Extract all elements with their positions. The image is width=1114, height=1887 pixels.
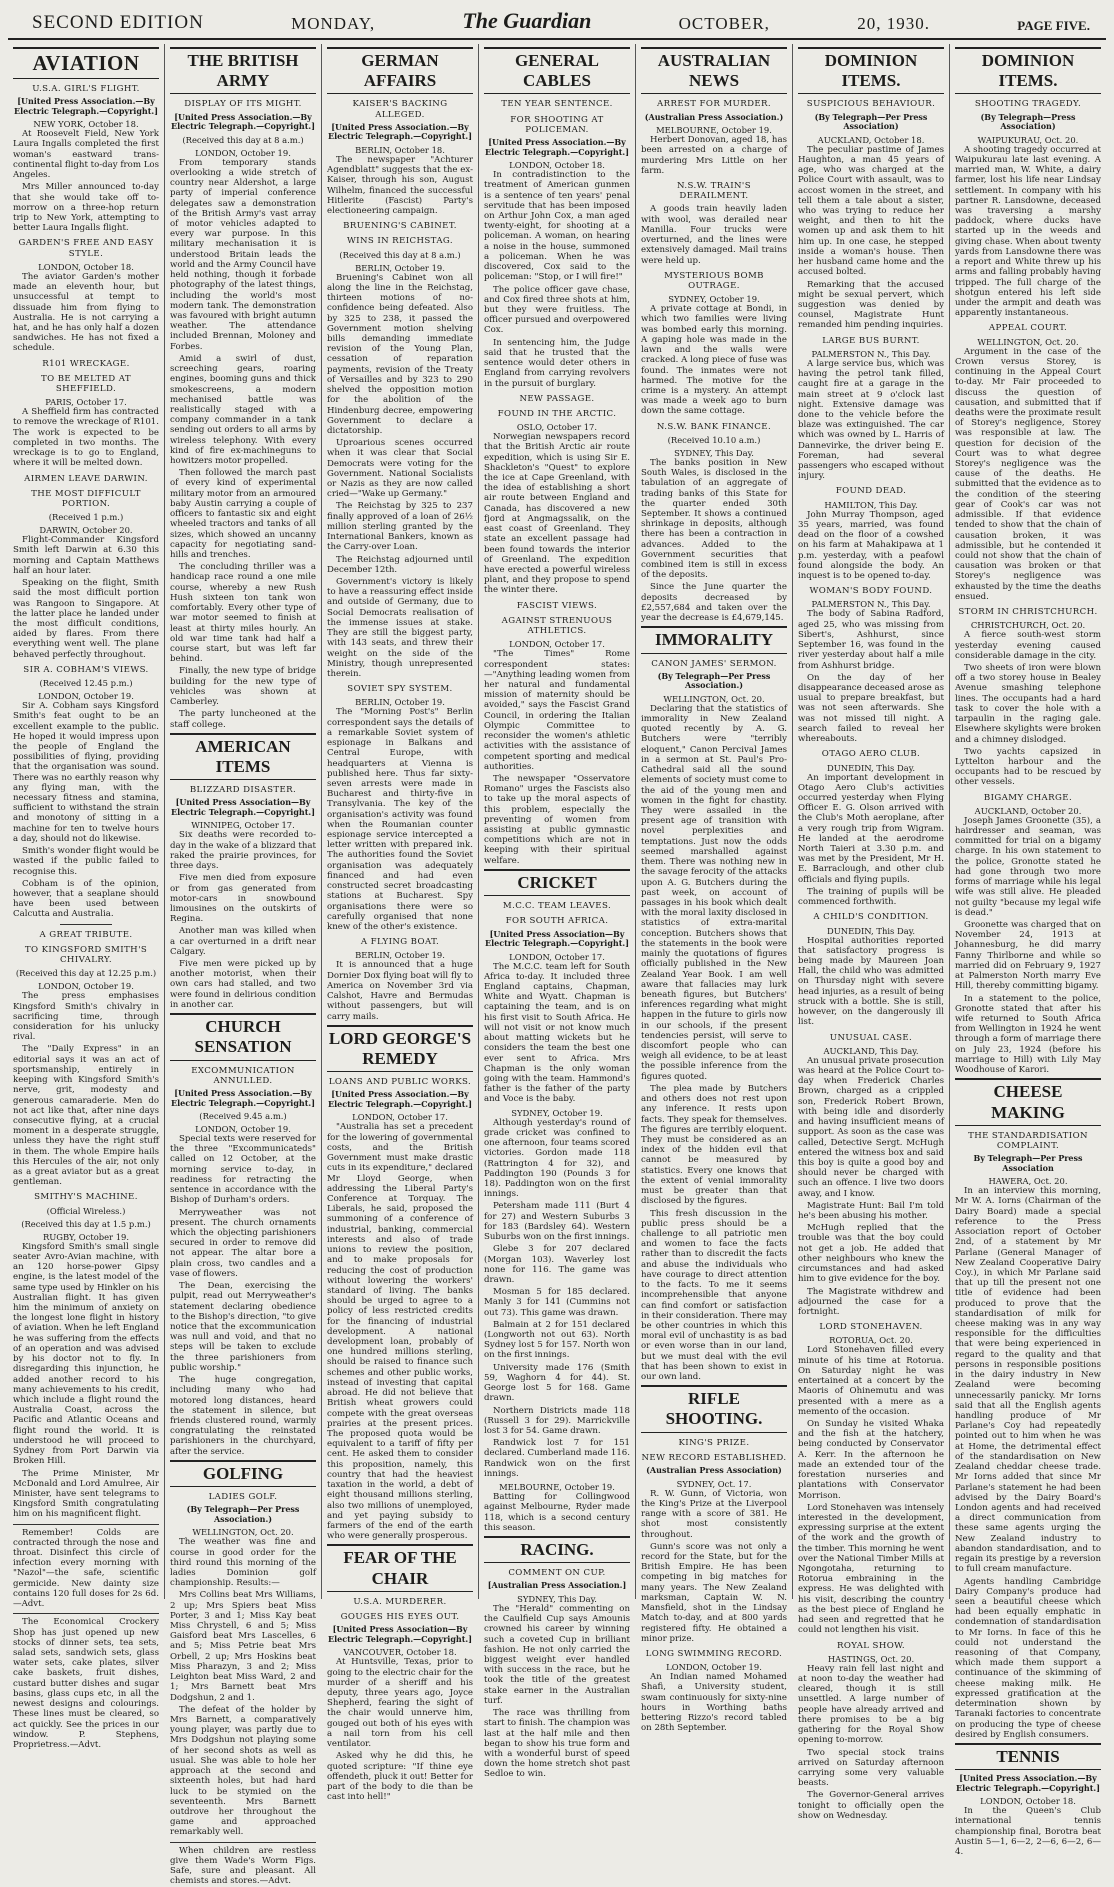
article-paragraph: Heavy rain fell last night and at noon to-day the weather had cleared, though it is still unsettled. A large number of people have already arrived and there promises to be a big gathering for the Royal Show opening to-morrow.: [798, 1663, 944, 1746]
dateline: DARWIN, October 20.: [39, 525, 133, 536]
article-paragraph: Although yesterday's round of grade cricket was confined to one afternoon, four teams scored victories. Gordon made 118 (Rattrington 4 for 32), and Paddington 190 (Pounds 3 for 18). Paddington won on the first innings.: [484, 1117, 630, 1200]
article-subhead: FOR SHOOTING AT POLICEMAN.: [510, 114, 604, 135]
advert-text: Remember! Colds are contracted through the nose and throat. Disinfect this circle of infection every morning with "Nazol"—the safe, scientific germicide. New dainty size contains 120 full doses for 2s 6d.—Advt.: [13, 1527, 159, 1610]
advert-text: The Economical Crockery Shop has just opened up new stocks of dinner sets, tea sets, salad sets, sandwich sets, glass water sets, cake plates, silver cake baskets, fruit dishes, custard butter dishes and sugar basins, glass cups etc, in all the newest designs and colourings. These lines must be cleared, so act quickly. See the prices in our window. P. Stephens, Proprietress.—Advt.: [13, 1617, 159, 1750]
article-paragraph: Argument in the case of the Crown versus Storey, is continuing in the Appeal Court to-day. Mr Fair proceeded to discuss the question of causation, and submitted that if deaths were the proximate result of Storey's negligence, Storey was responsible at law. The question for decision of the Court was to what degree Storey's negligence was the cause of the deaths. He submitted that the evidence as to the condition of the steering gear of Cook's car was not admissible. If that evidence tended to show that the chain of causation broken, it was admissible, but he contended it could not show that the chain of causation was broken or that Storey's negligence was exhausted by the time the deaths ensued.: [955, 346, 1102, 602]
dateline: SYDNEY, Oct. 17.: [676, 1478, 752, 1489]
article-paragraph: The Governor-General arrives tonight to officially open the show on Wednesday.: [798, 1790, 944, 1821]
dateline: CHRISTCHURCH, Oct. 20.: [970, 620, 1086, 631]
article-paragraph: In contradistinction to the treatment of American gunmen is a sentence of ten years' penal servitude that has been imposed on Arthur John Cox, a man aged twenty-eight, for shooting at a policeman. A woman, on hearing a noise in the house, summoned a policeman. When he was discovered, Cox said to the policeman: "Stop, or I will fire!": [484, 170, 630, 283]
article-paragraph: Northern Districts made 118 (Russell 3 for 29). Marrickville lost 3 for 54. Game drawn.: [484, 1405, 630, 1436]
section-headline: THE BRITISH ARMY: [170, 47, 316, 94]
dateline: LONDON, October 18.: [38, 261, 134, 272]
column-aviation: [8, 44, 165, 1750]
article-subhead: WINS IN REICHSTAG.: [346, 236, 454, 247]
article-subhead: A FLYING BOAT.: [360, 937, 440, 948]
article-paragraph: Gunn's score was not only a record for the State, but for the British Empire. He has been competing in big matches for many years. The New Zealand marksman, Captain W. N. Mansfield, shot in the Lindsay Match to-day, and at 800 yards registered fifty. He obtained a minor prize.: [641, 1541, 787, 1644]
wire-credit: (By Telegraph—Per Press Association.): [186, 1504, 300, 1524]
received-line: (Official Wireless.): [46, 1205, 126, 1216]
dateline: LONDON, October 19.: [38, 981, 134, 992]
article-subhead: ROYAL SHOW.: [836, 1640, 906, 1651]
received-line: (Received 12.45 p.m.): [39, 678, 133, 689]
article-paragraph: The "Herald" commenting on the Caulfield Cup says Amounis crowned his career by winning such a coveted Cup in brilliant fashion. He not only carried the biggest weight ever handled with success in the race, but he took the title of the greatest stake earner in the Australian turf.: [484, 1603, 630, 1706]
article-paragraph: An important development in Otago Aero Club's activities occurred yesterday when Flying Officer E. G. Olson arrived with the Club's Moth aeroplane, after a very rough trip from Wigram. He landed at the aerodrome North Taieri at 3.30 p.m. and was met by the President, Mr H. E. Barraclough, and other club officials and flying pupils.: [798, 772, 944, 885]
article-subhead: SOVIET SPY SYSTEM.: [347, 684, 453, 695]
dateline: LONDON, October 17.: [509, 639, 605, 650]
article-paragraph: The concluding thriller was a handicap race round a one mile course, whereby a new Rush Hush sixteen ton tank won comfortably. Every other type of war motor seemed to finish at least at thirty miles hourly. An old war time tank had half a course start, but was left far behind.: [170, 562, 316, 665]
article-paragraph: The Dean, exercising the pulpit, read out Merryweather's statement declaring obedience to the Bishop's direction, "to give notice that the excommunication was null and void, and that no steps will be taken to exclude the three parishioners from public worship.": [170, 1281, 316, 1373]
article-paragraph: Since the June quarter the deposits decreased by £2,557,684 and taken over the year the decrease is £4,679,145.: [641, 582, 787, 624]
advertisement: [13, 1524, 159, 1610]
article-paragraph: A Sheffield firm has contracted to remove the wreckage of R101. The work is expected to be completed in two months. The wreckage is to go to England, where it will be melted down.: [13, 407, 159, 469]
wire-credit: [United Press Association.—By Electric Telegraph.—Copyright.]: [170, 1088, 316, 1108]
article-paragraph: The peculiar pastime of James Haughton, a man 45 years of age, who was charged at the Police Court with assault, was to accost women in the street, and tell them a tale about a sister, who was trying to reduce her weight, and then to hit the women up and ask them to hit him up. In one case, he stepped inside a woman's house. Then her husband came home and the accused bolted.: [798, 144, 944, 278]
article-subhead: KAISER'S BACKING ALLEGED.: [352, 99, 448, 120]
article-paragraph: On the day of her disappearance deceased arose as usual to prepare breakfast, but was not seen afterwards. She was not missed till night. A search failed to reveal her whereabouts.: [798, 672, 944, 745]
masthead: [8, 0, 1106, 40]
article-subhead: BIGAMY CHARGE.: [983, 792, 1073, 803]
wire-credit: (Australian Press Association): [646, 1465, 782, 1476]
dateline: HASTINGS, Oct. 20.: [827, 1653, 915, 1664]
dateline: LONDON, October 17.: [509, 951, 605, 962]
article-paragraph: Batting for Collingwood against Melbourne, Ryder made 118, which is a second century this season.: [484, 1492, 630, 1533]
article-paragraph: The press emphasises Kingsford Smith's chivalry in sacrificing time, through consideration for his unlucky rival.: [13, 991, 159, 1043]
wire-credit: [United Press Association—By Electric Telegraph.—Copyright.]: [484, 928, 630, 949]
article-subhead: A CHILD'S CONDITION.: [813, 912, 929, 923]
columns: [8, 40, 1106, 1887]
dateline: DUNEDIN, This Day.: [827, 925, 915, 936]
wire-credit: [United Press Association—By Electric Telegraph.—Copyright.]: [170, 797, 316, 817]
section-headline: GOLFING: [170, 1460, 316, 1487]
newspaper-title: The Guardian: [462, 8, 592, 33]
article-subhead: N.S.W. BANK FINANCE.: [656, 421, 772, 432]
article-subhead: ARREST FOR MURDER.: [656, 99, 772, 110]
wire-credit: (By Telegraph—Per Press Association.): [657, 670, 771, 691]
article-paragraph: Declaring that the statistics of immorality in New Zealand quoted recently by A. G. Butchers were "terribly eloquent," Canon Percival James in a sermon at St. Paul's Pro-Cathedral said all the sound elements of society must come to the aid of the young men and women in the fight for chastity. They were assailed in the present age of transition with novel perplexities and temptations. Just now the odds seemed marshalled against them. There was nothing new in the savage ferocity of the attacks upon A. G. Butchers during the past week, on account of passages in his book which dealt with the moral laxity disclosed in statistics of extra-marital conception. Butchers shows that the statements in the book were mainly the quotations of figures officially published in the New Zealand Year Book. I am well aware that fallacies may lurk beneath figures, but Butchers' inferences regarding what might happen in the future to girls now in our schools, if the present tendencies persist, will serve to discomfort people who can weigh all evidence, to be at least the possible inference from the figures quoted.: [641, 703, 787, 1082]
article-paragraph: Mrs Collins beat Mrs Williams, 2 up; Mrs Spiers beat Miss Porter, 3 and 1; Miss Kay beat Miss Chrystell, 6 and 5; Miss Gaisford beat Mrs Lascelles, 6 and 5; Miss Petrie beat Mrs Orbell, 2 up; Mrs Hoskins beat Miss Pharazyn, 3 and 2; Miss Leighton beat Miss Ward, 2 and 1; Mrs Barnett beat Mrs Dodgshun, 2 and 1.: [170, 1590, 316, 1703]
article-subhead: FASCIST VIEWS.: [516, 600, 598, 611]
article-subhead: N.S.W. TRAIN'S DERAILMENT.: [677, 181, 751, 202]
dateline: LONDON, October 17.: [352, 1112, 448, 1123]
article-paragraph: A private cottage at Bondi, in which two families were living was bombed early this morning. A gaping hole was made in the lawn and the walls were cracked. A long piece of fuse was found. The inmates were not harmed. The motive for the crime is a mystery. An attempt was made a week ago to burn down the same cottage.: [641, 304, 787, 417]
article-paragraph: Six deaths were recorded to-day in the wake of a blizzard that raked the prairie provinces, for three days.: [170, 830, 316, 872]
dateline: OSLO, October 17.: [516, 422, 598, 433]
article-paragraph: Randwick lost 7 for 151 declared. Cumberland made 116. Randwick won on the first innings.: [484, 1438, 630, 1479]
article-subhead: TO BE MELTED AT SHEFFIELD.: [40, 373, 131, 395]
dateline: WINNIPEG, October 17.: [191, 820, 295, 831]
column-german-affairs: [322, 44, 479, 1803]
dateline: BERLIN, October 19.: [355, 697, 445, 708]
article-subhead: LORD STONEHAVEN.: [819, 1322, 923, 1333]
article-paragraph: In an interview this morning, Mr W. A. Iorns (Chairman of the Dairy Board) made a special reference to the Press Association report of October 2nd, of a statement by Mr Parlane (General Manager of New Zealand Cooperative Dairy Coy.), in which Mr Parlane said that up till the present not one title of evidence had been produced to prove that the standardisation of milk for cheese making was in any way responsible for the difficulties that were being experienced in regard to the quality and that persons in responsible positions in the dairy industry in New Zealand were becoming unnecessarily panicky. Mr Iorns said that all the English agents handling produce of Mr Parlane's Coy had repeatedly pointed out to him when he was at Home, the detrimental effect of the standardisation on New Zealand cheddar cheese trade. Mr Iorns added that since Mr Parlane's statement he had been advised by the Dairy Board's London agents and had received a direct communication from these same agents urging the New Zealand industry to abandon standardisation, and to regain its prestige by a reversion to full cream manufacture.: [955, 1186, 1101, 1575]
article-paragraph: Lord Stonehaven filled every minute of his time at Rotorua. On Saturday night he was entertained at a concert by the Maoris of Ohinemutu and was presented with a mere as a memento of the occasion.: [798, 1345, 944, 1417]
section-headline: RACING.: [484, 1536, 630, 1563]
dateline: WELLINGTON, Oct. 20.: [663, 693, 765, 704]
dateline: NEW YORK, October 18.: [33, 119, 139, 130]
section-headline: IMMORALITY: [641, 626, 787, 653]
page-number: PAGE FIVE.: [1017, 18, 1090, 33]
article-paragraph: In sentencing him, the Judge said that he trusted that the sentence would deter others in England from carrying revolvers in the pursuit of burglary.: [484, 337, 630, 389]
dateline: LONDON, October 18.: [980, 1796, 1076, 1807]
article-subhead: AGAINST STRENUOUS ATHLETICS.: [501, 615, 613, 637]
wire-credit: [United Press Association—By Electric Telegraph.—Copyright.]: [327, 1624, 473, 1644]
article-subhead: FOUND DEAD.: [835, 486, 907, 497]
article-paragraph: Cobham is of the opinion, however, that a seaplane should have been used between Calcutta and Australia.: [13, 878, 159, 920]
article-subhead: OTAGO AERO CLUB.: [821, 749, 921, 760]
article-paragraph: The Reichstag by 325 to 237 finally approved of a loan of 26½ million sterling granted by the International Bankers, known as the Carry-over Loan.: [327, 501, 473, 553]
article-paragraph: At Huntsville, Texas, prior to going to the electric chair for the murder of a sheriff and his deputy, three years ago, Joyce Shepherd, fearing the sight of the chair would unnerve him, gouged out both of his eyes with a nail torn from his cell ventilator.: [327, 1657, 473, 1750]
column-general-cables: [479, 44, 636, 1780]
edition-label: SECOND EDITION: [32, 12, 204, 33]
received-line: (Received 1 p.m.): [48, 512, 124, 523]
dateline: AUCKLAND, This Day.: [823, 1045, 919, 1056]
dateline: AUCKLAND, October 18.: [817, 134, 925, 145]
article-subhead: NEW PASSAGE.: [519, 393, 595, 404]
article-subhead: A GREAT TRIBUTE.: [39, 929, 133, 940]
dateline: SYDNEY, October 19.: [511, 1107, 603, 1118]
article-paragraph: University made 176 (Smith 59, Waghorn 4 for 44). St. George lost 5 for 168. Game drawn.: [484, 1362, 630, 1404]
month-label: OCTOBER,: [678, 14, 770, 33]
dateline: LONDON, October 18.: [509, 160, 605, 171]
article-paragraph: Groonette was charged that on November 24, 1913 at Johannesburg, he did marry Fanny Thirlborne and while so married did on February 9, 1927 at Palmerston North marry Eve Hill, thereby committing bigamy.: [955, 920, 1101, 992]
article-paragraph: "The Times" Rome correspondent states:—"Anything leading women from her natural and fundamental mission of maternity should be avoided," says the Fascist Grand Council, in ordering the Italian Olympic Committee to reconsider the women's athletic activities with the assistance of competent sporting and medical authorities.: [484, 649, 630, 772]
section-headline: CHURCH SENSATION: [170, 1013, 316, 1060]
article-paragraph: Two yachts capsized in Lyttelton harbour and the occupants had to be rescued by other vessels.: [955, 746, 1101, 788]
section-headline: DOMINION ITEMS.: [798, 47, 944, 94]
article-paragraph: Magistrate Hunt: Bail I'm told he's been abusing his mother.: [798, 1200, 944, 1222]
article-paragraph: Another man was killed when a car overturned in a drift near Calgary.: [170, 926, 316, 957]
article-paragraph: It is announced that a huge Dornier Dox flying boat will fly to America on November 3rd via Calshot, Havre and Bermudas without passengers, but will carry mails.: [327, 960, 473, 1022]
section-headline: LORD GEORGE'S REMEDY: [327, 1025, 473, 1072]
article-paragraph: A shooting tragedy occurred at Waipukurau late last evening. A married man, W. White, a dairy farmer, lost his life near Lindsay settlement. In company with his partner R. Lansdowne, deceased was traversing a marshy paddock, where ducks have started up in the weeds and giving chase. When about twenty yards from Lansdowne there was a report and White threw up his arms and falling probably having tripped. The full charge of the shotgun entered his left side under the armpit and death was apparently instantaneous.: [955, 144, 1101, 319]
article-subhead: GOUGES HIS EYES OUT.: [340, 1612, 460, 1623]
article-paragraph: Mrs Miller announced to-day that she would take off to-morrow on a three-hop return trip to New York, attempting to better Laura Ingalls flight.: [13, 182, 159, 234]
dateline: BERLIN, October 19.: [355, 262, 445, 273]
article-paragraph: Flight-Commander Kingsford Smith left Darwin at 6.30 this morning and Captain Matthews half an hour later.: [13, 535, 159, 576]
article-paragraph: Kingsford Smith's small single seater Avro-Avian machine, with an 120 horse-power Gipsy engine, is the latest model of the same type used by Hinkler on his Australian flight. It has given him the minimum of anxiety on the longest lone flight in history of aviation. When he left England he was suffering from the effects of an operation and was advised by his doctor not to fly. In disregarding this injunction, he added another record to his many achievements to his credit, which include a flight round the Australia Coast, across the Pacific and Atlantic Oceans and flight round the world. It is understood he will proceed to Sydney from Port Darwin via Broken Hill.: [13, 1241, 159, 1467]
article-paragraph: An Indian named Mohamed Shafi, a University student, swam continuously for sixty-nine hours in Worthing baths bettering Rizzo's record tabled on 28th September.: [641, 1672, 787, 1734]
dateline: DUNEDIN, This Day.: [827, 762, 915, 773]
advertisement: [13, 1613, 159, 1750]
wire-credit: [Australian Press Association.]: [487, 1580, 627, 1591]
article-subhead: EXCOMMUNICATION ANNULLED.: [191, 1065, 295, 1086]
dateline: BERLIN, October 18.: [355, 144, 445, 155]
article-paragraph: Petersham made 111 (Burt 4 for 27) and Western Suburbs 3 for 183 (Bardsley 64). Western Suburbs won on the first innings.: [484, 1201, 630, 1243]
article-paragraph: The race was thrilling from start to finish. The champion was last at the half mile and then began to show his true form and with a wonderful burst of speed down the home stretch shot past Sedloe to win.: [484, 1708, 630, 1780]
dateline: LONDON, October 19.: [195, 1124, 291, 1135]
article-subhead: SHOOTING TRAGEDY.: [974, 99, 1082, 110]
dateline: LONDON, October 19.: [666, 1662, 762, 1673]
dateline: LONDON, October 19.: [195, 147, 291, 158]
dateline: AUCKLAND, October 20.: [974, 805, 1082, 816]
article-paragraph: McHugh replied that the trouble was that the boy could not get a job. He added that other neighbours who knew the circumstances and had asked him to give evidence for the boy.: [798, 1223, 944, 1285]
wire-credit: [United Press Association.—By Electric Telegraph.—Copyright.]: [327, 121, 473, 142]
article-paragraph: Then followed the march past of every kind of experimental military motor from an armoured baby Austin carrying a couple of officers to fantastic six and eight wheeled tractors and tanks of all sizes, which showed an uncanny capacity for negotiating sand-hills and trenches.: [170, 468, 316, 560]
article-paragraph: Norwegian newspapers record that the British Arctic air route expedition, which is using Sir E. Shackleton's "Quest" to explore the ice at Cape Greenland, with the idea of establishing a short air route between England and Canada, has discovered a new fjord at Angmagssalik, on the east coast of Greenland. They state an excellent passage had been found towards the interior of Greenland. The expedition have erected a powerful wireless plant, and they propose to spend the winter there.: [484, 432, 630, 596]
wire-credit: By Telegraph—Per Press Association: [973, 1153, 1083, 1173]
dateline: SYDNEY, This Day.: [674, 447, 754, 458]
article-paragraph: R. W. Gunn, of Victoria, won the King's Prize at the Liverpool range with a score of 381. He shot most consistently throughout.: [641, 1488, 787, 1540]
dateline: RUGBY, October 19.: [42, 1231, 130, 1242]
article-paragraph: In a statement to the police, Gronotte stated that after his wife returned to South Africa from Wellington in 1924 he went through a form of marriage there on July 23, 1924 (before his marriage to Hill) with Lily May Woodhouse of Karori.: [955, 993, 1101, 1076]
article-subhead: BRUENING'S CABINET.: [343, 221, 457, 232]
article-paragraph: John Murray Thompson, aged 35 years, married, was found dead on the floor of a cowshed on his farm at Mahakipawa at 1 p.m. yesterday, with a peafowl found alongside the body. An inquest is to be opened to-day.: [798, 509, 944, 581]
article-paragraph: Finally, the new type of bridge building for the new type of vehicles was shown at Camberley.: [170, 666, 316, 708]
dateline: BERLIN, October 19.: [355, 950, 445, 961]
article-paragraph: Special texts were reserved for the three "Excommunicateds" called on 12 October, at the morning service to-day, in readiness for retracting the sentence in accordance with the Bishop of Durham's orders.: [170, 1134, 316, 1206]
article-paragraph: At Roosevelt Field, New York Laura Ingalls completed the first woman's eastward trans-continental flight to-day from Los Angeles.: [13, 129, 160, 181]
article-paragraph: The "Morning Post's" Berlin correspondent says the details of a remarkable Soviet system of espionage in Balkans and Central Europe, with headquarters at Vienna is published here. Thus far sixty-seven arrests were made in Bucharest and thirty-five in Transylvania. The key of the organisation's activity was found when the Roumanian counter espionage service intercepted a letter written with prepared ink. The authorities found the Soviet organisation was adequately financed and had even constructed secret broadcasting stations at Bucharest. Spy organisations there were so carefully organised that none knew of the other's existence.: [327, 707, 473, 932]
article-paragraph: The newspaper "Osservatore Romano" urges the Fascists also to take up the moral aspects of this problem, especially the preventing of women from assisting at public gymnastic competitions which are not in keeping with their spiritual welfare.: [484, 773, 630, 866]
wire-credit: [United Press Association.—By Electric Telegraph.—Copyright.]: [327, 1089, 473, 1109]
article-subhead: R101 WRECKAGE.: [42, 358, 130, 369]
article-subhead: FOUND IN THE ARCTIC.: [497, 408, 617, 419]
wire-credit: (By Telegraph—Per Press Association): [814, 111, 928, 132]
divider: [60, 924, 113, 925]
wire-credit: [United Press Association.—By Electric Telegraph.—Copyright.]: [13, 96, 159, 116]
advertisement: [170, 1842, 316, 1887]
column-dominion-items-2: [950, 44, 1106, 1858]
article-subhead: AIRMEN LEAVE DARWIN.: [24, 473, 148, 484]
date-label: 20, 1930.: [857, 14, 930, 33]
section-headline: CRICKET: [484, 869, 630, 896]
received-line: (Received this day at 12.25 p.m.): [15, 968, 157, 979]
article-subhead: LADIES GOLF.: [208, 1492, 278, 1503]
dateline: ROTORUA, Oct. 20.: [829, 1335, 913, 1346]
article-subhead: FOR SOUTH AFRICA.: [505, 916, 609, 927]
dateline: PALMERSTON N., This Day.: [811, 599, 931, 610]
received-line: (Received this day at 1.5 p.m.): [21, 1218, 151, 1229]
article-paragraph: The plea made by Butchers and others does not rest upon any inference. It rests upon facts. They speak for themselves. The figures are terribly eloquent. They must be considered as an index of the hidden evil that cannot be measured by statistics. Every one knows that the extent of venial immorality must be greater than that disclosed by the figures.: [641, 1083, 787, 1207]
article-subhead: NEW RECORD ESTABLISHED.: [641, 1452, 787, 1463]
wire-credit: (By Telegraph—Press Association): [980, 111, 1076, 132]
article-subhead: BLIZZARD DISASTER.: [189, 785, 297, 796]
article-subhead: UNUSUAL CASE.: [829, 1032, 913, 1043]
article-paragraph: A goods train heavily laden with wool, was derailed near Manilla. Four trucks were overturned, and the lines were extensively damaged. Mail trains were held up.: [641, 204, 787, 266]
section-headline: DOMINION ITEMS.: [955, 47, 1101, 94]
article-paragraph: Merryweather was not present. The church ornaments which the objecting parishioners secured in order to remove did not appear. The altar bore a plain cross, two candles and a vase of flowers.: [170, 1207, 316, 1279]
article-paragraph: Five men died from exposure or from gas generated from motor-cars in snowbound limousines on the outskirts of Regina.: [170, 873, 316, 925]
dateline: WELLINGTON, Oct. 20.: [192, 1527, 294, 1538]
article-paragraph: The body of Sabina Radford, aged 25, who was missing from Sibert's, Ashhurst, since September 16, was found in the river yesterday about half a mile from Ashhurst bridge.: [798, 609, 944, 671]
article-paragraph: A large service bus, which was having the petrol tank filled, caught fire at a garage in the main street at 9 o'clock last night. Extensive damage was done to the vehicle before the blaze was extinguished. The car which was owned by L. Harris of Dannevirke, the driver being E. Foreman, had several passengers who escaped without injury.: [798, 358, 944, 482]
article-subhead: SUSPICIOUS BEHAVIOUR.: [806, 99, 936, 110]
article-paragraph: The Reichstag adjourned until December 12th.: [327, 554, 473, 575]
article-subhead: TO KINGSFORD SMITH'S CHIVALRY.: [24, 944, 148, 966]
article-paragraph: The M.C.C. team left for South Africa to-day. It included three England captains, Chapman, White and Wyatt. Chapman is captaining the team, and is on his first visit to South Africa. He will not visit or not know much about matting wickets but he considers the team the best one ever sent to Africa. Mrs Chapman is the only woman going with the team. Hammond's father is the father of the party and Voce is the baby.: [484, 961, 630, 1105]
day-label: MONDAY,: [291, 14, 376, 33]
article-paragraph: "Australia has set a precedent for the lowering of governmental costs, and the British Government must make drastic cuts in its expenditure," declared Mr Lloyd George, when addressing the Liberal Party's Conference at Torquay. The Liberals, he said, proposed the summoning of a conference of industrial, banking, commercial interests and also of trade unions to review the position, and to make proposals for reducing the cost of production without lowering the workers' standard of living. The banks should be urged to agree to a policy of less restricted credits for the financing of industrial development. A national development loan, probably of one hundred millions sterling, should be raised to finance such schemes and other public works, instead of investing that capital abroad. He did not believe that British wheat growers could compete with the great overseas prairies at the present prices. The proposed quota would be equivalent to a tariff of fifty per cent. He asked them to consider this proposition, namely, this country that had the heaviest taxation in the world, a debt of eight thousand millions sterling, also two millions of unemployed, and yet paying subsidy to farmers of the end of the earth who were generally prosperous.: [327, 1122, 473, 1542]
article-subhead: LOANS AND PUBLIC WORKS.: [328, 1077, 472, 1088]
article-paragraph: This fresh discussion in the public press should be a challenge to all patriotic men and women to face the facts rather than to discredit the facts and abuse the individuals who have courage to direct attention to the facts. To me it seems incomprehensible that anyone can find comfort or satisfaction in their consideration. There may be other countries in which this moral evil of unchastity is as bad or even worse than in our land, but we must deal with the evil that has been shown to exist in our own land.: [641, 1208, 787, 1383]
wire-credit: [United Press Association.—By Electric Telegraph.—Copyright.]: [170, 111, 316, 132]
article-paragraph: Amid a swirl of dust, screeching gears, roaring engines, booming guns and thick smokescreens, a modern mechanised battle was realistically staged with a company commander in a tank sending out orders to all arms by wireless telephony. With every kind of fire ex-machineguns to howitzers motor propelled.: [170, 353, 316, 467]
column-australian-news: [636, 44, 793, 1734]
section-headline: AUSTRALIAN NEWS: [641, 47, 787, 94]
dateline: SYDNEY, October 19.: [668, 294, 760, 305]
article-subhead: THE MOST DIFFICULT PORTION.: [31, 488, 141, 510]
section-headline: GENERAL CABLES: [484, 47, 630, 94]
article-paragraph: The training of pupils will be commenced forthwith.: [798, 886, 944, 908]
dateline: PARIS, October 17.: [45, 397, 127, 408]
wire-credit: [United Press Association.—By Electric Telegraph.—Copyright.]: [484, 137, 630, 157]
article-subhead: WOMAN'S BODY FOUND.: [809, 586, 933, 597]
received-line: (Received 10.10 a.m.): [667, 434, 761, 445]
article-subhead: M.C.C. TEAM LEAVES.: [502, 901, 612, 912]
dateline: WAIPUKURAU, Oct. 20.: [977, 134, 1079, 145]
received-line: (Received 9.45 a.m.): [199, 1111, 287, 1122]
wire-credit: [United Press Association.—By Electric Telegraph.—Copyright.]: [955, 1773, 1101, 1793]
article-subhead: SIR A. COBHAM'S VIEWS.: [23, 664, 149, 675]
article-subhead: SMITHY'S MACHINE.: [34, 1192, 138, 1203]
article-paragraph: Bruening's Cabinet won all along the line in the Reichstag, thirteen motions of no-confidence being defeated. Also by 325 to 238, it passed the Government motion shelving bills demanding immediate revision of the Young Plan, cessation of reparation payments, revision of the Treaty of Versailles and by 323 to 290 shelved the opposition motion for the abolition of the Hindenburg decree, empowering Government to declare a dictatorship.: [327, 272, 473, 436]
article-subhead: CANON JAMES' SERMON.: [651, 658, 777, 669]
article-subhead: THE STANDARDISATION COMPLAINT.: [968, 1130, 1088, 1151]
article-paragraph: Mosman 5 for 185 declared. Manly 3 for 141 (Cummins not out 73). This game was drawn.: [484, 1287, 630, 1318]
article-subhead: LARGE BUS BURNT.: [822, 335, 920, 346]
section-headline: FEAR OF THE CHAIR: [327, 1544, 473, 1591]
article-subhead: COMMENT ON CUP.: [508, 1568, 606, 1579]
article-paragraph: Glebe 3 for 207 declared (Morgan 103). Waverley lost none for 116. The game was drawn.: [484, 1244, 630, 1285]
dateline: WELLINGTON, Oct. 20.: [977, 336, 1079, 347]
article-paragraph: An unusual private prosecution was heard at the Police Court to-day when Frederick Charles Brown, charged as a crippled son, Frederick Robert Brown, with being idle and disorderly and having insufficient means of support. As soon as the case was called, Detective Sergt. McHugh entered the witness box and said this boy is quite a good boy and should never be charged with such an offence. I live two doors away, and I know.: [798, 1055, 944, 1199]
article-paragraph: Herbert Donovan, aged 18, has been arrested on a charge of murdering Mrs Little on her farm.: [641, 135, 787, 176]
article-paragraph: Remarking that the accused might be sexual pervert, which suggestion was denied by counsel, Magistrate Hunt remanded him pending inquiries.: [798, 279, 944, 331]
section-headline: CHEESE MAKING: [955, 1078, 1101, 1125]
section-headline: GERMAN AFFAIRS: [327, 47, 473, 94]
article-paragraph: Two special stock trains arrived on Saturday afternoon carrying some very valuable beasts.: [798, 1747, 944, 1789]
received-line: (Received this day at 8 a.m.): [339, 249, 461, 260]
article-paragraph: Speaking on the flight, Smith said the most difficult portion was Rangoon to Singapore. At the latter place he landed under the most difficult conditions, aided by flares. From there everything went well. The plane behaved perfectly throughout.: [13, 578, 159, 660]
article-paragraph: The defeat of the holder by Mrs Barnett, a comparatively young player, was partly due to Mrs Dodgshun not playing some of her second shots as well as usual. She was able to hole her approach at the second and sixteenth holes, but had hard luck to be stymied on the seventeenth. Mrs Barnett outdrove her throughout the game and approached remarkably well.: [170, 1704, 316, 1838]
article-paragraph: A fierce south-west storm yesterday evening caused considerable damage in the city.: [955, 630, 1101, 661]
dateline: MELBOURNE, October 19.: [499, 1482, 615, 1493]
article-paragraph: Agents handling Cambridge Dairy Company's produce had seen a beautiful cheese which had been equally emphatic in condemnation of standardisation to Mr Iorns. In face of this he could not understand the reasoning of that Company, which made them support a continuance of the skimming of cheese making milk. He expressed gratification at the determination shown by Taranaki factories to concentrate on producing the type of cheese desired by English consumers.: [955, 1576, 1101, 1740]
article-paragraph: Lord Stonehaven was intensely interested in the development, expressing surprise at the extent of the work and the growth of the timber. This morning he went over the National Timber Mills at Ngongotaha, returning to Rotorua embraining in the express. He was delighted with his visit, describing the country as the best piece of England he had seen and regretted that he could not lengthen his visit.: [798, 1502, 944, 1636]
section-headline: RIFLE SHOOTING.: [641, 1385, 787, 1432]
article-paragraph: On Sunday he visited Whaka and the fish at the hatchery, being conducted by Conservator A. Kerr. In the afternoon he made an extended tour of the forestation nurseries and plantations with Conservator Morrison.: [798, 1418, 944, 1501]
column-dominion-items-1: [793, 44, 950, 1821]
article-paragraph: Two sheets of iron were blown off a two storey house in Bealey Avenue smashing telephone lines. The occupants had a hard task to cover the hole with a tarpaulin in the raging gale. Elsewhere skylights were broken and a chimney dislodged.: [955, 662, 1101, 745]
article-subhead: LONG SWIMMING RECORD.: [645, 1648, 783, 1659]
article-paragraph: In the Queen's Club international tennis championship final, Borotra beat Austin 5—1, 6—2, 2—6, 6—2, 6—4.: [955, 1806, 1101, 1858]
article-subhead: MYSTERIOUS BOMB OUTRAGE.: [664, 270, 764, 292]
section-headline: AMERICAN ITEMS: [170, 733, 316, 780]
article-paragraph: The police officer gave chase, and Cox fired three shots at him, but they were fruitless. The officer pursued and overpowered Cox.: [484, 284, 630, 336]
article-paragraph: The newspaper "Achturer Agendblatt" suggests that the ex-Kaiser, through his son, August Wilhelm, financed the successful Hitlerite (Fascist) Party's electioneering campaign.: [327, 154, 473, 216]
dateline: PALMERSTON N., This Day.: [811, 348, 931, 359]
received-line: (Received this day at 8 a.m.): [182, 134, 304, 145]
article-paragraph: Asked why he did this, he quoted scripture: "If thine eye offendeth, pluck it out! Better for part of the body to die than be cast into hell!": [327, 1751, 473, 1803]
article-paragraph: The Magistrate withdrew and adjourned the case for a fortnight.: [798, 1286, 944, 1317]
article-paragraph: Smith's wonder flight would be wasted if the public failed to recognise this.: [13, 846, 159, 877]
article-paragraph: The Prime Minister, Mr McDonald and Lord Amulree, Air Minister, have sent telegrams to Kingsford Smith congratulating him on his magnificent flight.: [13, 1468, 159, 1520]
article-paragraph: The "Daily Express" in an editorial says it was an act of sportsmanship, entirely in keeping with Kingsford Smith's nerve, grit, modesty and generous camaraderie. Men do not act like that, after nine days consecutive flying, at a crucial moment in a desperate struggle, unless they have the right stuff in them. The whole Empire hails this Hercules of the air, not only as a great aviator but as a great gentleman.: [13, 1044, 159, 1188]
article-paragraph: Government's victory is likely to have a reassuring effect inside and outside of Germany, due to Social Democrats realisation of the immense issues at stake. They are still the biggest party, with 143 seats, and threw their weight on the side of the Ministry, though unrepresented therein.: [327, 577, 473, 679]
article-subhead: STORM IN CHRISTCHURCH.: [958, 607, 1098, 618]
article-subhead: KING'S PRIZE.: [678, 1437, 750, 1448]
article-paragraph: Sir A. Cobham says Kingsford Smith's feat ought to be an excellent example to the public. He hoped it would impress upon the people of England the possibilities of flying, providing that the organisation was sound. There was no earthly reason why any flying man, with the necessary fitness and stamina, sufficient to withstand the strain and monotony of sitting in a machine for ten to twelve hours a day, should not do likewise.: [13, 701, 159, 844]
dateline: VANCOUVER, October 18.: [343, 1647, 457, 1658]
dateline: HAMILTON, This Day.: [824, 499, 918, 510]
article-subhead: U.S.A. GIRL'S FLIGHT.: [32, 83, 140, 94]
section-headline: AVIATION: [13, 47, 159, 79]
article-subhead: U.S.A. MURDERER.: [353, 1596, 447, 1607]
dateline: MELBOURNE, October 19.: [656, 125, 772, 136]
article-paragraph: Balmain at 2 for 151 declared (Longworth not out 63). North Sydney lost 5 for 157. North won on the first innings.: [484, 1319, 630, 1361]
section-headline: TENNIS: [955, 1743, 1101, 1770]
wire-credit: (Australian Press Association.): [644, 111, 784, 122]
dateline: HAWERA, Oct. 20.: [988, 1176, 1068, 1187]
article-subhead: GARDEN'S FREE AND EASY STYLE.: [18, 238, 154, 259]
article-paragraph: The huge congregation, including many who had motored long distances, heard the statement in silence, but friends clustered round, warmly congratulating the reinstated parishioners in the churchyard, after the service.: [170, 1375, 316, 1457]
article-paragraph: Uproarious scenes occurred when it was clear that Social Democrats were voting for the Government. National Socialists or Nazis as they are now called cried—"Wake up Germany.": [327, 438, 473, 500]
article-paragraph: The aviator Garden's mother made an eleventh hour, but unsuccessful at tempt to dissuade him from flying to Australia. He is not carrying a hat, and he has only half a dozen sandwiches. He has not fixed a schedule.: [13, 271, 159, 354]
article-paragraph: Hospital authorities reported that satisfactory progress is being made by Maureen Joan Hall, the child who was admitted on Thursday night with severe head injuries, as a result of being struck with a bottle. She is still, however, on the dangerously ill list.: [798, 935, 944, 1028]
article-paragraph: The weather was fine and course in good order for the third round this morning of the ladies Dominion golf championship. Results:—: [170, 1537, 316, 1589]
article-paragraph: Joseph James Groonette (35), a hairdresser and seaman, was committed for trial on a bigamy charge. In his own statement to the police, Gronotte stated he had gone through two more forms of marriage while his legal wife was still alive. He pleaded not guilty "because my legal wife is dead.": [955, 815, 1101, 918]
article-subhead: APPEAL COURT.: [988, 323, 1068, 334]
article-subhead: DISPLAY OF ITS MIGHT.: [184, 99, 302, 110]
article-paragraph: The party luncheoned at the staff college.: [170, 709, 316, 730]
column-british-army: [165, 44, 322, 1887]
article-paragraph: The banks position in New South Wales, is disclosed in the tabulation of an aggregate of trading banks of this State for the quarter ended 30th September. It shows a continued shrinkage in deposits, although there has been a contraction in advances. Added to the Government securities that combined item is still in excess of the deposits.: [641, 457, 787, 581]
article-paragraph: Five men were picked up by another motorist, when their own cars had stalled, and two were found in delirious condition in another car.: [170, 959, 316, 1010]
dateline: LONDON, October 19.: [38, 691, 134, 702]
article-paragraph: From temporary stands overlooking a wide stretch of country near Aldershot, a large party of imperial conference delegates saw a demonstration of the British Army's vast array of motor vehicles adapted to every war purpose. In this military mechanisation it is understood Britain leads the world and the Army Council have held nothing, though it forbade photography of the latest things, including the world's most modern tank. The demonstration was favoured with bright autumn weather. The attendance included Brennan, Moloney and Forbes.: [170, 157, 316, 352]
dateline: SYDNEY, This Day.: [517, 1593, 597, 1604]
advert-text: When children are restless give them Wade's Worm Figs. Safe, sure and pleasant. All chemists and stores.—Advt.: [170, 1845, 316, 1887]
article-subhead: TEN YEAR SENTENCE.: [501, 99, 613, 110]
